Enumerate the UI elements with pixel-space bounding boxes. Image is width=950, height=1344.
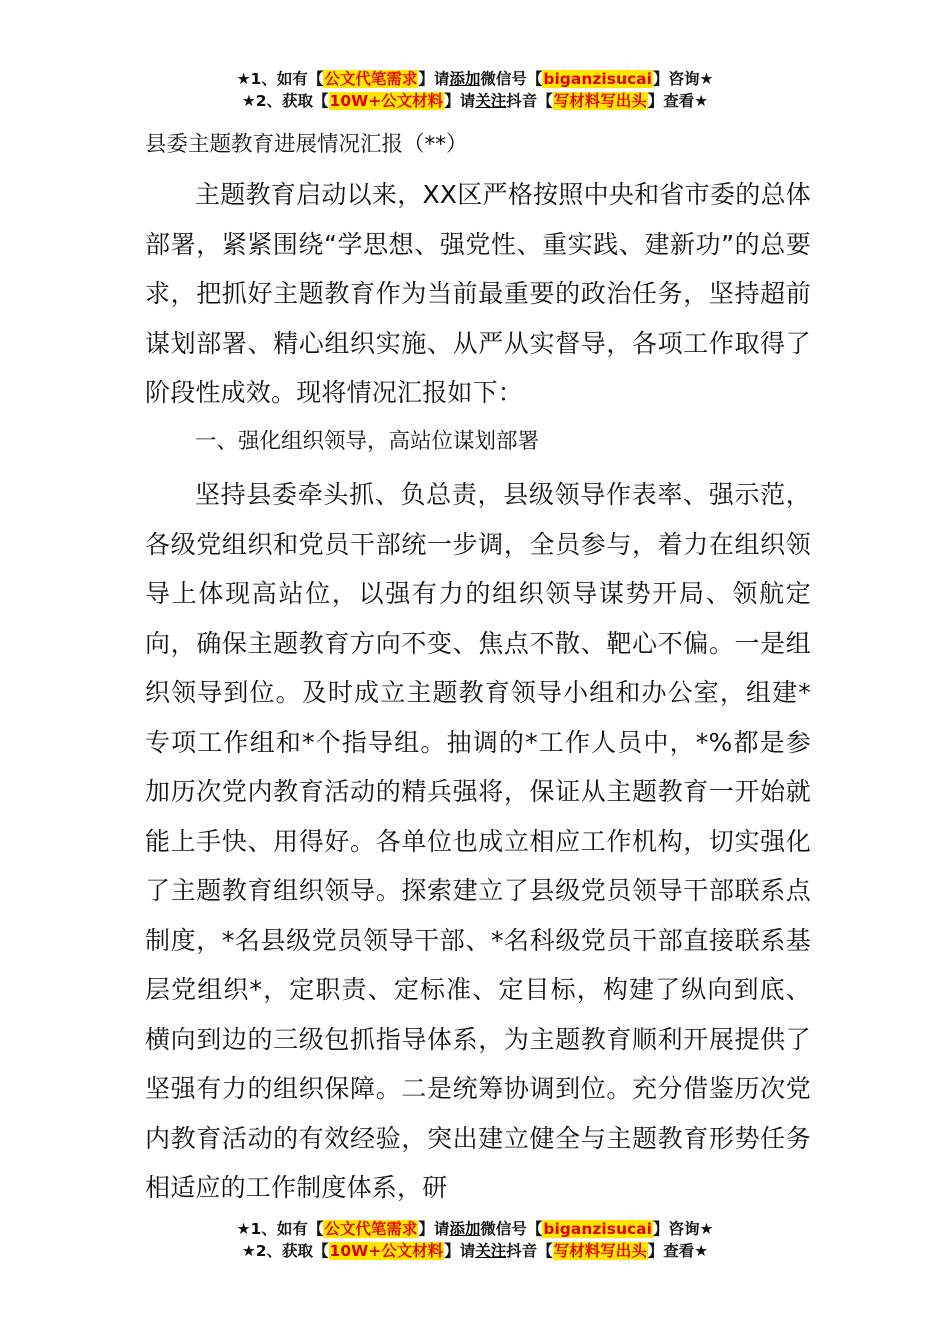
wechat-id-highlight: biganzisucai	[543, 70, 652, 88]
intro-paragraph: 主题教育启动以来，XX区严格按照中央和省市委的总体部署，紧紧围绕“学思想、强党性、重实践、建新功”的总要求，把抓好主题教育作为当前最重要的政治任务，坚持超前谋划部署、精心组织实施、从严从实督导，各项工作取得了阶段性成效。现将情况汇报如下：	[145, 180, 811, 407]
promo-text: ★2、获取【	[241, 92, 329, 110]
promo-text: 微信号【	[480, 70, 543, 88]
promo-line-2	[0, 90, 950, 112]
promo-text: 】请	[418, 70, 450, 88]
promo-highlight: 公文代笔需求	[324, 70, 418, 88]
promo-text: 】请	[444, 1242, 476, 1260]
promo-text: 】请	[418, 1220, 450, 1238]
promo-text: 】查看★	[647, 1242, 709, 1260]
promo-banner-top	[0, 68, 950, 112]
section-heading-1: 一、强化组织领导，高站位谋划部署	[195, 429, 540, 454]
promo-text: 微信号【	[480, 1220, 543, 1238]
promo-highlight: 公文代笔需求	[324, 1220, 418, 1238]
promo-text: 】请	[444, 92, 476, 110]
promo-emphasis: 关注	[475, 92, 507, 110]
promo-text: ★2、获取【	[241, 1242, 329, 1260]
wechat-id-highlight: biganzisucai	[543, 1220, 652, 1238]
promo-highlight: 10W+公文材料	[329, 1242, 444, 1260]
promo-text: ★1、如有【	[236, 70, 324, 88]
promo-emphasis: 关注	[475, 1242, 507, 1260]
promo-line-1	[0, 68, 950, 90]
promo-text: 抖音【	[506, 92, 553, 110]
douyin-account-highlight: 写材料写出头	[553, 1242, 647, 1260]
promo-emphasis: 添加	[449, 1220, 481, 1238]
promo-line-1	[0, 1218, 950, 1240]
document-title: 县委主题教育进展情况汇报（**）	[145, 132, 468, 157]
douyin-account-highlight: 写材料写出头	[553, 92, 647, 110]
promo-banner-bottom	[0, 1218, 950, 1262]
promo-line-2	[0, 1240, 950, 1262]
promo-text: 抖音【	[506, 1242, 553, 1260]
section-1-paragraph: 坚持县委牵头抓、负总责，县级领导作表率、强示范，各级党组织和党员干部统一步调，全员参与，着力在组织领导上体现高站位，以强有力的组织领导谋势开局、领航定向，确保主题教育方向不变、焦点不散、靶心不偏。一是组织领导到位。及时成立主题教育领导小组和办公室，组建*专项工作组和*个指导组。抽调的*工作人员中，*%都是参加历次党内教育活动的精兵强将，保证从主题教育一开始就能上手快、用得好。各单位也成立相应工作机构，切实强化了主题教育组织领导。探索建立了县级党员领导干部联系点制度，*名县级党员领导干部、*名科级党员干部直接联系基层党组织*，定职责、定标准、定目标，构建了纵向到底、横向到边的三级包抓指导体系，为主题教育顺利开展提供了坚强有力的组织保障。二是统筹协调到位。充分借鉴历次党内教育活动的有效经验，突出建立健全与主题教育形势任务相适应的工作制度体系，研	[145, 480, 811, 1202]
promo-highlight: 10W+公文材料	[329, 92, 444, 110]
promo-emphasis: 添加	[449, 70, 481, 88]
promo-text: ★1、如有【	[236, 1220, 324, 1238]
promo-text: 】查看★	[647, 92, 709, 110]
promo-text: 】咨询★	[652, 70, 714, 88]
promo-text: 】咨询★	[652, 1220, 714, 1238]
